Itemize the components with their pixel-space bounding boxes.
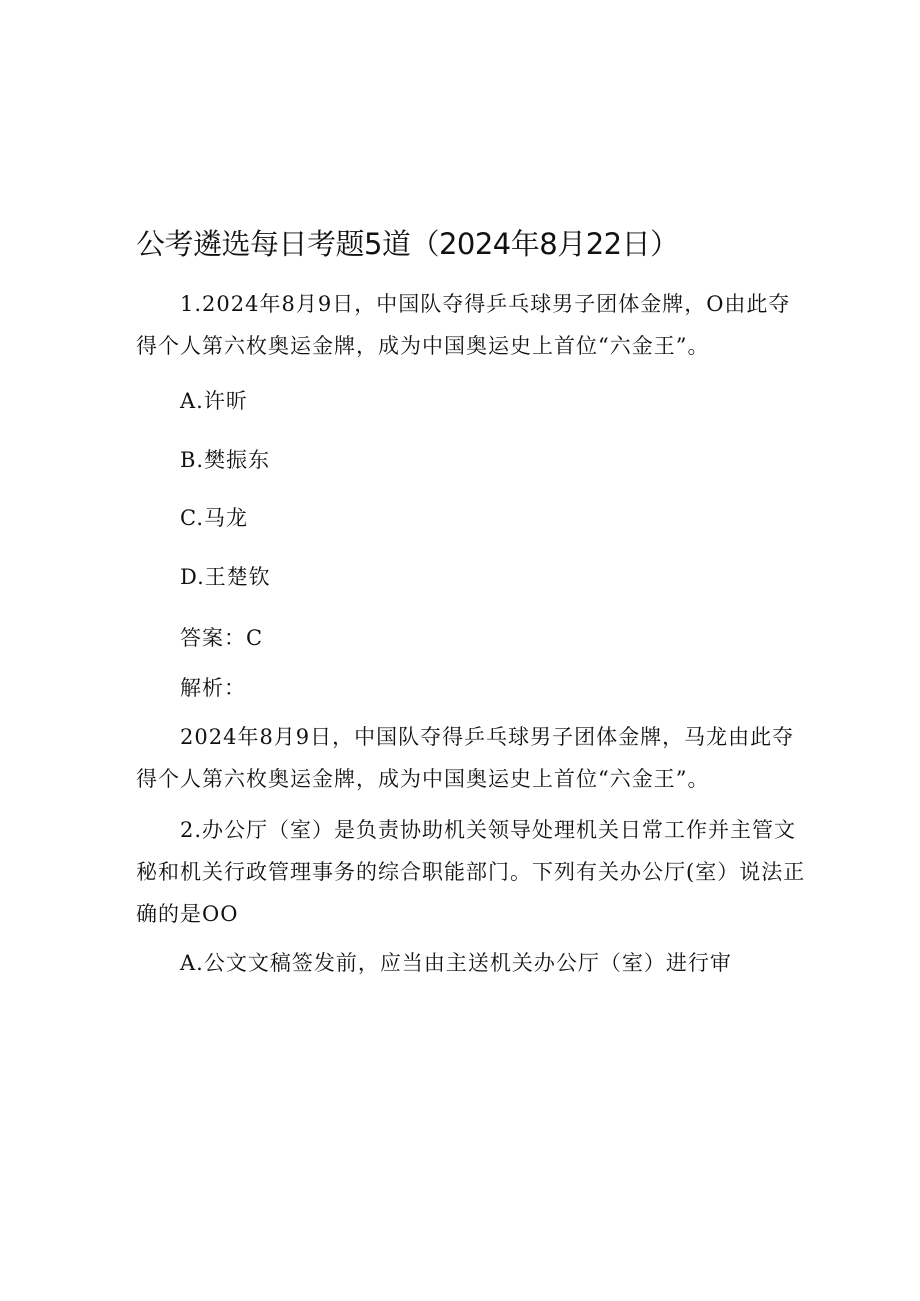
- question-1-analysis-label: 解析：: [180, 676, 246, 700]
- question-1-option-a: A.许昕: [180, 389, 248, 413]
- document-title: 公考遴选每日考题5道（2024年8月22日）: [136, 227, 679, 261]
- question-2-option-a: A.公文文稿签发前，应当由主送机关办公厅（室）进行审: [180, 951, 732, 975]
- question-1-answer: 答案：C: [180, 626, 264, 650]
- question-2-stem: 2.办公厅（室）是负责协助机关领导处理机关日常工作并主管文秘和机关行政管理事务的综合职能部门。下列有关办公厅(室）说法正确的是OO: [136, 818, 806, 926]
- question-1-option-d: D.王楚钦: [180, 565, 271, 589]
- question-1-stem: 1.2024年8月9日，中国队夺得乒乓球男子团体金牌，O由此夺得个人第六枚奥运金牌，成为中国奥运史上首位“六金王”。: [136, 292, 791, 358]
- question-1-analysis: 2024年8月9日，中国队夺得乒乓球男子团体金牌，马龙由此夺得个人第六枚奥运金牌，成为中国奥运史上首位“六金王”。: [136, 725, 795, 791]
- question-1-option-b: B.樊振东: [180, 448, 271, 472]
- question-1-option-c: C.马龙: [180, 506, 248, 530]
